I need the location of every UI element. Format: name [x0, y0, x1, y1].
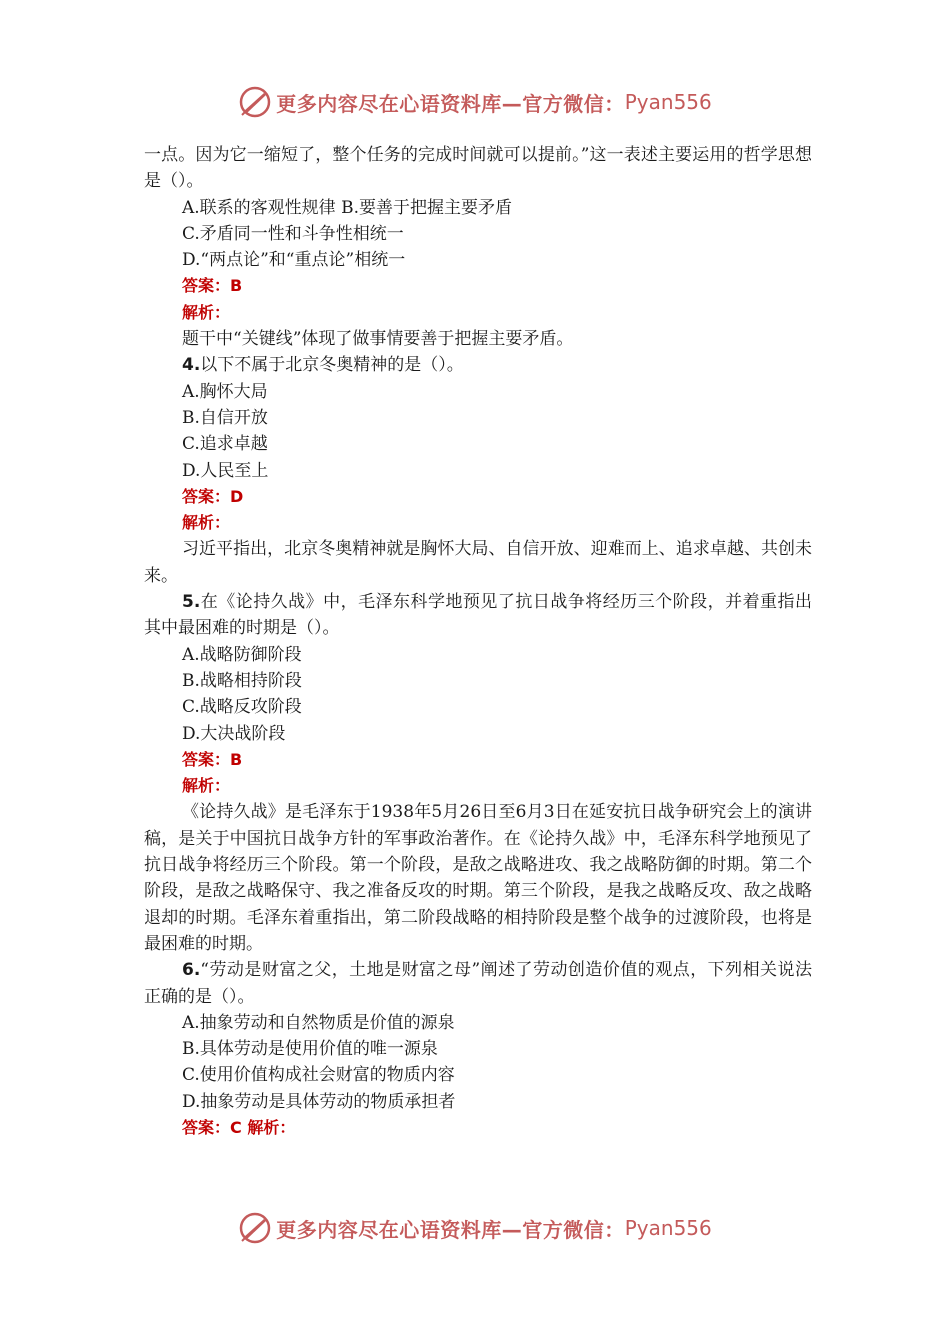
q5-answer: 答案：B	[182, 749, 243, 769]
q4-stem: 以下不属于北京冬奥精神的是（）。	[200, 355, 464, 376]
q4-analysis-label: 解析：	[182, 513, 231, 533]
pen-logo-icon	[238, 1211, 272, 1245]
q3-answer: 答案：B	[182, 276, 243, 296]
q4-number: 4.	[182, 355, 201, 376]
q5-option-a: A.战略防御阶段	[182, 644, 302, 665]
q6-option-a: A.抽象劳动和自然物质是价值的源泉	[182, 1012, 455, 1033]
q6-option-d: D.抽象劳动是具体劳动的物质承担者	[182, 1091, 456, 1112]
q6-answer: 答案：C 解析：	[182, 1117, 296, 1137]
q4-option-a: A.胸怀大局	[182, 381, 268, 402]
q4-option-b: B.自信开放	[182, 407, 268, 428]
q6-option-b: B.具体劳动是使用价值的唯一源泉	[182, 1039, 438, 1060]
q5-option-d: D.大决战阶段	[182, 723, 286, 744]
q6-stem: “劳动是财富之父，土地是财富之母”阐述了劳动创造价值的观点，下列相关说法正确的是（）。	[144, 960, 812, 1007]
q4-option-d: D.人民至上	[182, 460, 269, 481]
footer-banner	[0, 1208, 950, 1248]
q5-stem-line	[144, 589, 812, 642]
document-body	[144, 142, 812, 1141]
q5-stem: 在《论持久战》中，毛泽东科学地预见了抗日战争将经历三个阶段，并着重指出其中最困难的时期是（）。	[144, 592, 812, 639]
q3-analysis: 题干中“关键线”体现了做事情要善于把握主要矛盾。	[182, 329, 574, 350]
q4-answer: 答案：D	[182, 486, 244, 506]
q4-option-c: C.追求卓越	[182, 434, 268, 455]
q6-stem-line	[144, 957, 812, 1010]
q3-stem: 一点。因为它一缩短了，整个任务的完成时间就可以提前。”这一表述主要运用的哲学思想是（）。	[144, 145, 812, 192]
q5-analysis: 《论持久战》是毛泽东于1938年5月26日至6月3日在延安抗日战争研究会上的演讲稿，是关于中国抗日战争方针的军事政治著作。在《论持久战》中，毛泽东科学地预见了抗日战争将经历三个阶段。第一个阶段，是敌之战略进攻、我之战略防御的时期。第二个阶段，是敌之战略保守、我之准备反攻的时期。第三个阶段，是我之战略反攻、敌之战略退却的时期。毛泽东着重指出，第二阶段战略的相持阶段是整个战争的过渡阶段，也将是最困难的时期。	[144, 802, 812, 954]
footer-banner-text: 更多内容尽在心语资料库—官方微信：	[276, 1217, 625, 1242]
q4-analysis: 习近平指出，北京冬奥精神就是胸怀大局、自信开放、迎难而上、追求卓越、共创未来。	[144, 539, 812, 586]
q6-number: 6.	[182, 960, 201, 981]
footer-banner-wechat-id: Pyan556	[624, 1216, 712, 1240]
q5-option-b: B.战略相持阶段	[182, 670, 302, 691]
q3-option-ab: A.联系的客观性规律 B.要善于把握主要矛盾	[182, 197, 512, 218]
banner-wechat-id: Pyan556	[624, 90, 712, 114]
q3-option-c: C.矛盾同一性和斗争性相统一	[182, 223, 404, 244]
banner-text: 更多内容尽在心语资料库—官方微信：	[276, 91, 625, 116]
q5-analysis-label: 解析：	[182, 776, 231, 796]
pen-logo-icon	[238, 85, 272, 119]
q4-stem-line	[144, 352, 812, 378]
q3-analysis-label: 解析：	[182, 302, 231, 322]
q5-option-c: C.战略反攻阶段	[182, 697, 302, 718]
q6-option-c: C.使用价值构成社会财富的物质内容	[182, 1065, 455, 1086]
q3-option-d: D.“两点论”和“重点论”相统一	[182, 250, 406, 271]
header-banner	[0, 82, 950, 122]
q5-number: 5.	[182, 592, 201, 613]
